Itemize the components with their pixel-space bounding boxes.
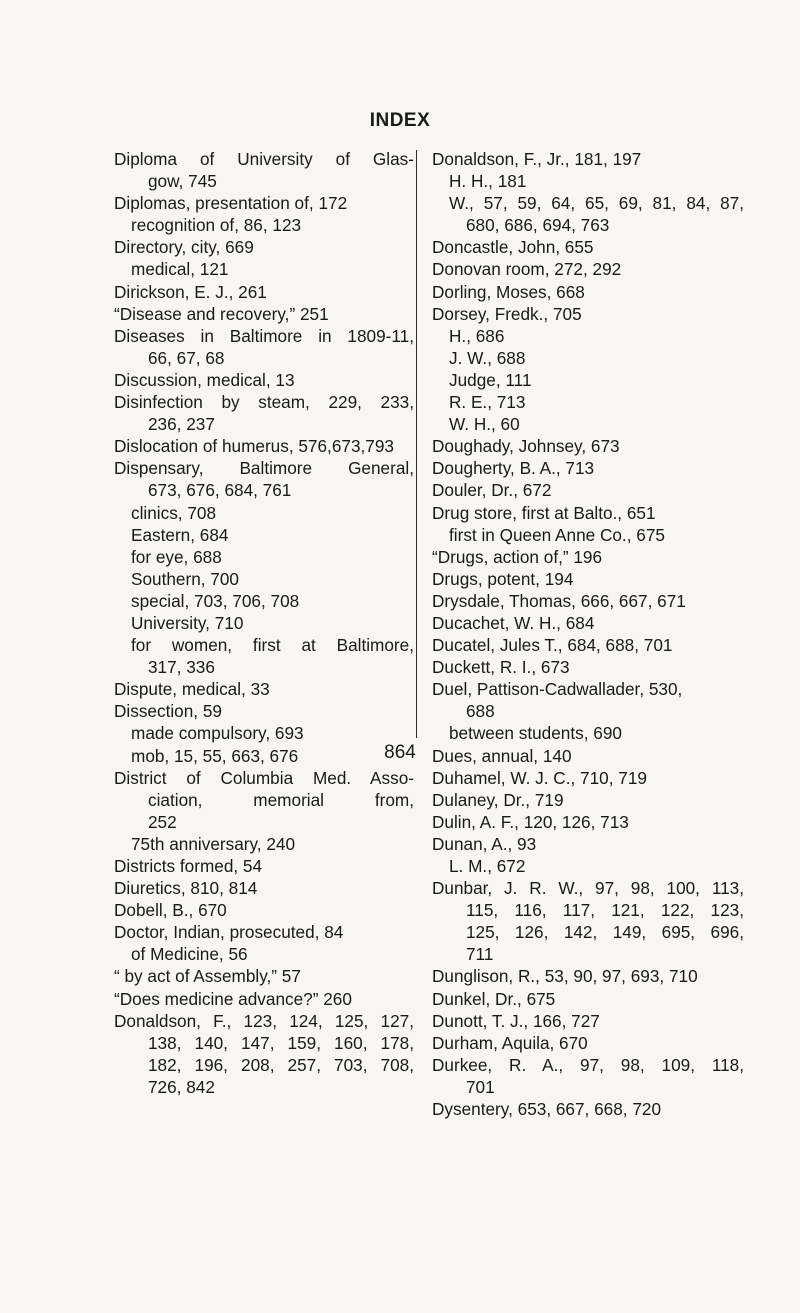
index-entry: Dorling, Moses, 668 xyxy=(432,281,585,302)
index-entry: Donaldson, F., Jr., 181, 197 xyxy=(432,149,642,169)
index-entry: Dunott, T. J., 166, 727 xyxy=(432,1010,600,1031)
index-entry: clinics, 708 xyxy=(131,502,217,523)
index-entry: Dulaney, Dr., 719 xyxy=(432,789,564,810)
index-entry: Durham, Aquila, 670 xyxy=(432,1032,588,1053)
index-entry: Doncastle, John, 655 xyxy=(432,237,594,258)
index-entry: of Medicine, 56 xyxy=(131,944,248,965)
index-entry: Disinfection by steam, 229, 233, xyxy=(114,392,414,413)
index-entry: “Does medicine advance?” 260 xyxy=(114,988,352,1009)
index-entry: Drysdale, Thomas, 666, 667, 671 xyxy=(432,590,686,611)
index-entry: Dunbar, J. R. W., 97, 98, 100, 113, xyxy=(432,878,744,899)
index-entry: special, 703, 706, 708 xyxy=(131,590,300,611)
index-entry: Duckett, R. I., 673 xyxy=(432,657,570,678)
index-entry: gow, 745 xyxy=(148,171,217,192)
index-entry: Dobell, B., 670 xyxy=(114,900,227,921)
index-entry: “ by act of Assembly,” 57 xyxy=(114,966,301,987)
index-entry: ciation, memorial from, xyxy=(148,789,414,810)
page-number: 864 xyxy=(384,742,416,763)
index-entry: for women, first at Baltimore, xyxy=(131,635,414,656)
index-entry: Doctor, Indian, prosecuted, 84 xyxy=(114,922,344,943)
index-entry: Discussion, medical, 13 xyxy=(114,369,295,390)
index-entry: Ducachet, W. H., 684 xyxy=(432,612,595,633)
index-entry: 673, 676, 684, 761 xyxy=(148,480,292,501)
index-entry: Judge, 111 xyxy=(449,369,532,390)
index-entry: made compulsory, 693 xyxy=(131,723,304,744)
index-entry: 711 xyxy=(466,944,494,965)
index-entry: Dispute, medical, 33 xyxy=(114,679,270,700)
index-entry: Dunan, A., 93 xyxy=(432,833,537,854)
index-entry: Districts formed, 54 xyxy=(114,856,263,876)
index-entry: Diuretics, 810, 814 xyxy=(114,878,258,899)
index-entry: Durkee, R. A., 97, 98, 109, 118, xyxy=(432,1054,744,1075)
index-entry: 236, 237 xyxy=(148,414,215,435)
index-entry: Southern, 700 xyxy=(131,568,239,589)
index-entry: Dorsey, Fredk., 705 xyxy=(432,303,582,324)
index-entry: R. E., 713 xyxy=(449,392,526,413)
index-entry: Directory, city, 669 xyxy=(114,237,254,258)
index-entry: 66, 67, 68 xyxy=(148,347,225,368)
index-entry: Ducatel, Jules T., 684, 688, 701 xyxy=(432,635,673,656)
index-entry: Drugs, potent, 194 xyxy=(432,568,574,589)
index-entry: Dislocation of humerus, 576,673,793 xyxy=(114,436,394,457)
index-entry: “Drugs, action of,” 196 xyxy=(432,546,603,567)
index-entry: District of Columbia Med. Asso- xyxy=(114,767,414,788)
index-entry: Dougherty, B. A., 713 xyxy=(432,458,595,479)
index-entry: Duhamel, W. J. C., 710, 719 xyxy=(432,767,647,788)
index-entry: Dysentery, 653, 667, 668, 720 xyxy=(432,1099,662,1120)
index-heading: INDEX xyxy=(369,110,431,131)
index-entry: W., 57, 59, 64, 65, 69, 81, 84, 87, xyxy=(449,193,744,214)
index-entry: Donovan room, 272, 292 xyxy=(432,259,622,280)
index-entry: “Disease and recovery,” 251 xyxy=(114,303,329,324)
index-entry: Dunglison, R., 53, 90, 97, 693, 710 xyxy=(432,966,698,987)
index-entry: 182, 196, 208, 257, 703, 708, xyxy=(148,1054,414,1075)
index-entry: between students, 690 xyxy=(449,723,622,744)
index-entry: 115, 116, 117, 121, 122, 123, xyxy=(466,900,744,921)
index-entry: recognition of, 86, 123 xyxy=(131,215,302,236)
index-entry: W. H., 60 xyxy=(449,414,520,435)
index-entry: H., 686 xyxy=(449,325,505,346)
left-index-column xyxy=(114,148,414,1098)
column-divider xyxy=(416,150,417,738)
index-entry: 688 xyxy=(466,701,495,722)
index-entry: University, 710 xyxy=(131,612,244,633)
index-entry: H. H., 181 xyxy=(449,171,527,192)
index-entry: Diploma of University of Glas- xyxy=(114,149,414,169)
index-entry: L. M., 672 xyxy=(449,856,526,876)
index-entry: for eye, 688 xyxy=(131,546,222,567)
index-entry: Dues, annual, 140 xyxy=(432,745,572,766)
index-entry: first in Queen Anne Co., 675 xyxy=(449,524,665,545)
index-entry: 680, 686, 694, 763 xyxy=(466,215,610,236)
index-entry: 125, 126, 142, 149, 695, 696, xyxy=(466,922,744,943)
index-entry: 701 xyxy=(466,1076,495,1097)
right-index-column xyxy=(432,148,744,1120)
index-entry: 75th anniversary, 240 xyxy=(131,833,296,854)
index-entry: Doughady, Johnsey, 673 xyxy=(432,436,620,457)
index-entry: Donaldson, F., 123, 124, 125, 127, xyxy=(114,1010,414,1031)
index-entry: Diplomas, presentation of, 172 xyxy=(114,193,348,214)
index-entry: medical, 121 xyxy=(131,259,229,280)
index-entry: Drug store, first at Balto., 651 xyxy=(432,502,656,523)
index-entry: Diseases in Baltimore in 1809-11, xyxy=(114,325,414,346)
index-entry: Duel, Pattison-Cadwallader, 530, xyxy=(432,679,683,700)
index-entry: Dispensary, Baltimore General, xyxy=(114,458,414,479)
index-entry: Dulin, A. F., 120, 126, 713 xyxy=(432,811,629,832)
index-entry: 252 xyxy=(148,811,177,832)
index-entry: J. W., 688 xyxy=(449,347,526,368)
index-entry: 726, 842 xyxy=(148,1076,215,1097)
index-entry: 317, 336 xyxy=(148,657,215,678)
index-entry: Douler, Dr., 672 xyxy=(432,480,552,501)
index-entry: Dissection, 59 xyxy=(114,701,222,722)
index-entry: Eastern, 684 xyxy=(131,524,229,545)
index-entry: Dunkel, Dr., 675 xyxy=(432,988,556,1009)
index-entry: Dirickson, E. J., 261 xyxy=(114,281,267,302)
index-entry: 138, 140, 147, 159, 160, 178, xyxy=(148,1032,414,1053)
index-entry: mob, 15, 55, 663, 676 xyxy=(131,745,299,766)
